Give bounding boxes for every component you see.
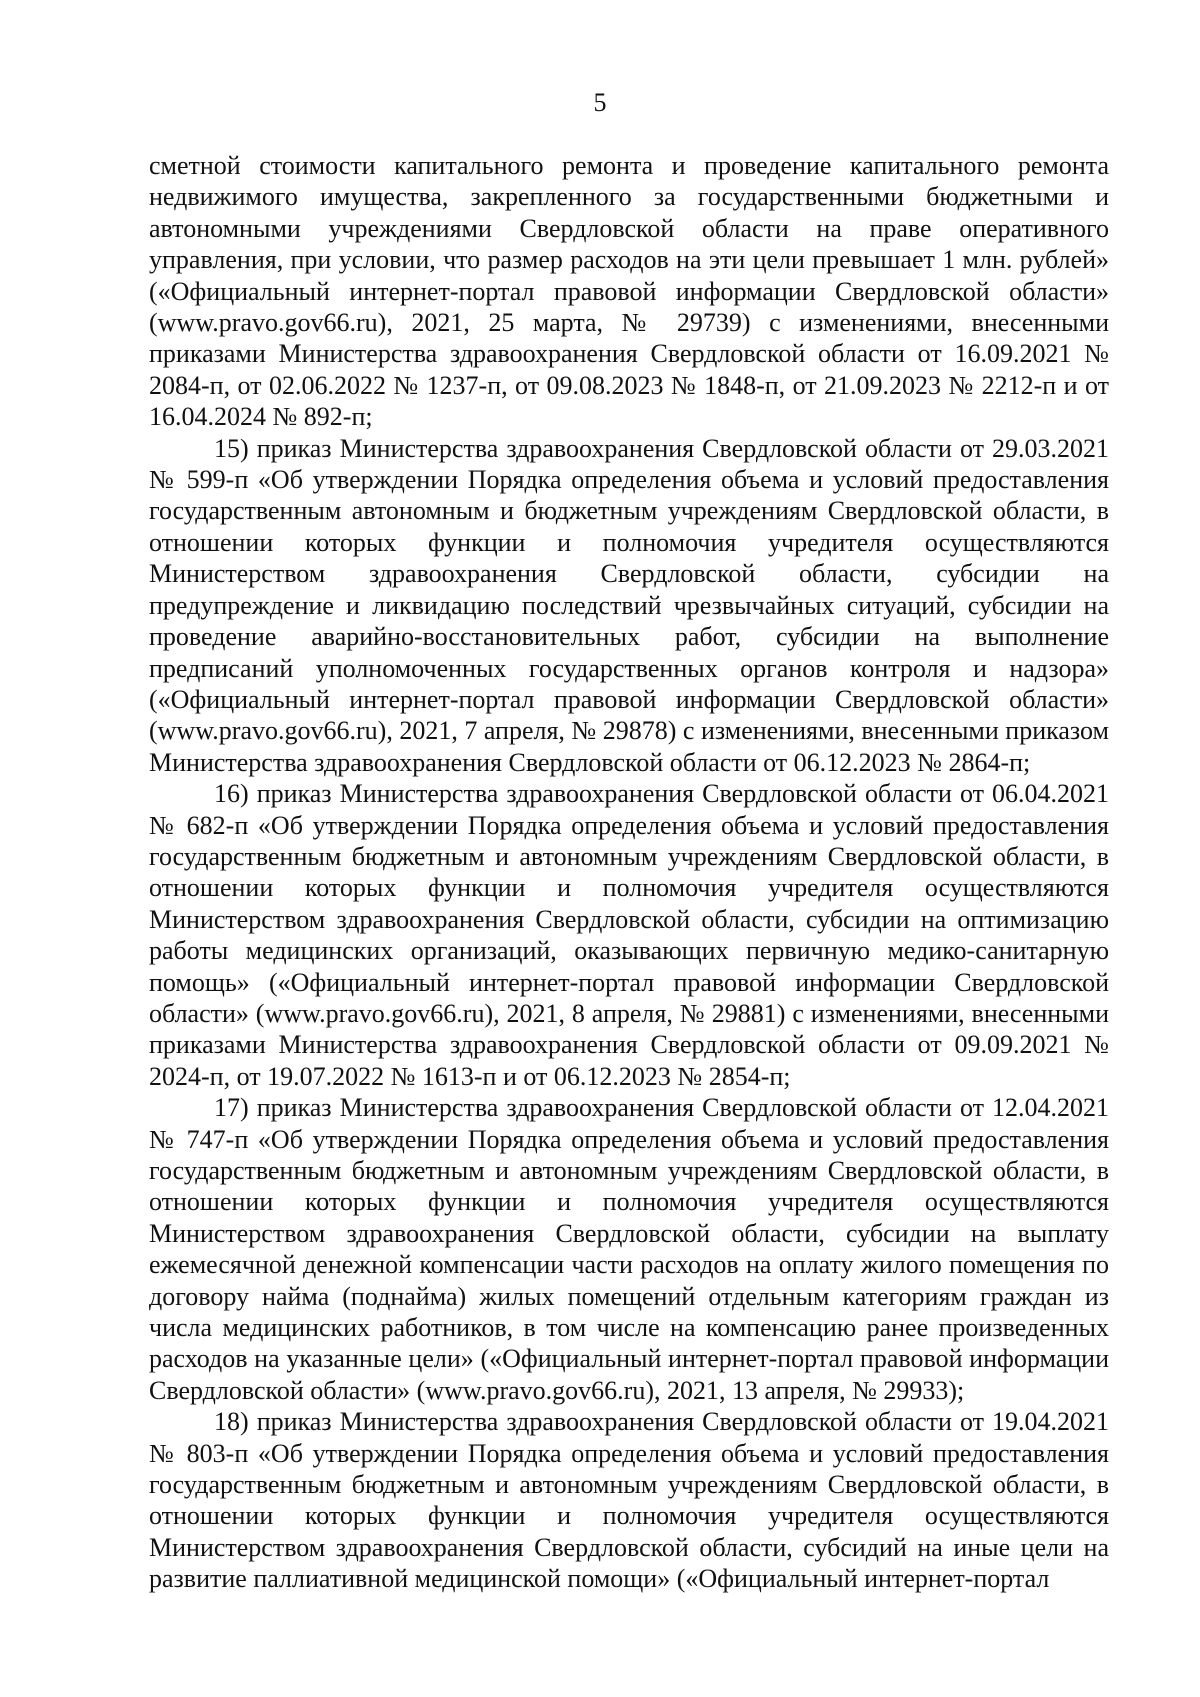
document-body [149,150,1109,1595]
paragraph-item-15: 15) приказ Министерства здравоохранения Свердловской области от 29.03.2021 № 599-п «Об утверждении Порядка определения объема и условий предоставления государственным автономным и бюджетным учреждениям Свердловской области, в отношении которых функции и полномочия учредителя осуществляются Министерством здравоохранения Свердловской области, субсидии на предупреждение и ликвидацию последствий чрезвычайных ситуаций, субсидии на проведение аварийно-восстановительных работ, субсидии на выполнение предписаний уполномоченных государственных органов контроля и надзора» («Официальный интернет-портал правовой информации Свердловской области» (www.pravo.gov66.ru), 2021, 7 апреля, № 29878) с изменениями, внесенными приказом Министерства здравоохранения Свердловской области от 06.12.2023 № 2864-п; [149,433,1109,777]
paragraph-item-18: 18) приказ Министерства здравоохранения Свердловской области от 19.04.2021 № 803-п «Об утверждении Порядка определения объема и условий предоставления государственным бюджетным и автономным учреждениям Свердловской области, в отношении которых функции и полномочия учредителя осуществляются Министерством здравоохранения Свердловской области, субсидий на иные цели на развитие паллиативной медицинской помощи» («Официальный интернет-портал [149,1407,1109,1594]
paragraph-item-16: 16) приказ Министерства здравоохранения Свердловской области от 06.04.2021 № 682-п «Об утверждении Порядка определения объема и условий предоставления государственным бюджетным и автономным учреждениям Свердловской области, в отношении которых функции и полномочия учредителя осуществляются Министерством здравоохранения Свердловской области, субсидии на оптимизацию работы медицинских организаций, оказывающих первичную медико-санитарную помощь» («Официальный интернет-портал правовой информации Свердловской области» (www.pravo.gov66.ru), 2021, 8 апреля, № 29881) с изменениями, внесенными приказами Министерства здравоохранения Свердловской области от 09.09.2021 № 2024-п, от 19.07.2022 № 1613-п и от 06.12.2023 № 2854-п; [149,779,1109,1091]
page-number: 5 [593,88,607,117]
paragraph-continuation: сметной стоимости капитального ремонта и проведение капитального ремонта недвижимого имущества, закрепленного за государственными бюджетными и автономными учреждениями Свердловской области на праве оперативного управления, при условии, что размер расходов на эти цели превышает 1 млн. рублей» («Официальный интернет-портал правовой информации Свердловской области» (www.pravo.gov66.ru), 2021, 25 марта, № 29739) с изменениями, внесенными приказами Министерства здравоохранения Свердловской области от 16.09.2021 № 2084-п, от 02.06.2022 № 1237-п, от 09.08.2023 № 1848-п, от 21.09.2023 № 2212-п и от 16.04.2024 № 892-п; [149,151,1109,432]
paragraph-item-17: 17) приказ Министерства здравоохранения Свердловской области от 12.04.2021 № 747-п «Об утверждении Порядка определения объема и условий предоставления государственным бюджетным и автономным учреждениям Свердловской области, в отношении которых функции и полномочия учредителя осуществляются Министерством здравоохранения Свердловской области, субсидии на выплату ежемесячной денежной компенсации части расходов на оплату жилого помещения по договору найма (поднайма) жилых помещений отдельным категориям граждан из числа медицинских работников, в том числе на компенсацию ранее произведенных расходов на указанные цели» («Официальный интернет-портал правовой информации Свердловской области» (www.pravo.gov66.ru), 2021, 13 апреля, № 29933); [149,1093,1109,1405]
